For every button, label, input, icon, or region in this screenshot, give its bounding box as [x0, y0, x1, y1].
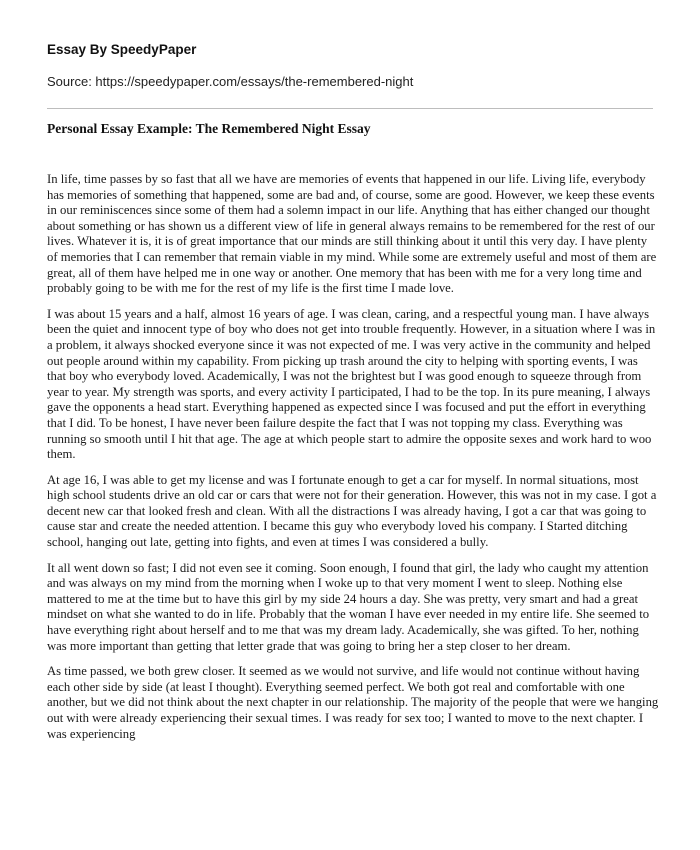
source-line: Source: https://speedypaper.com/essays/the-remembered-night [47, 74, 414, 89]
paragraph: I was about 15 years and a half, almost 16 years of age. I was clean, caring, and a respectful young man. I have always been the quiet and innocent type of boy who does not get into trouble frequently. However, in a situation where I was in a problem, it always shocked everyone since it was not expected of me. I was very active in the community and helped out people around within my capability. From picking up trash around the city to helping with sporting events, I was that boy who everybody loved. Academically, I was not the brightest but I was good enough to squeeze through from year to year. My strength was sports, and every activity I participated, I had to be the top. In its pure meaning, I always gave the opponents a head start. Everything happened as expected since I was focused and put the effort in everything that I did. To be honest, I have never been failure despite the fact that I was not topping my class. Everything was running so smooth until I hit that age. The age at which people start to admire the opposite sexes and work hard to woo them. [47, 306, 656, 462]
paragraph: It all went down so fast; I did not even see it coming. Soon enough, I found that girl, the lady who caught my attention and was always on my mind from the morning when I woke up to that very moment I went to sleep. Nothing else mattered to me at the time but to have this girl by my side 24 hours a day. She was pretty, very smart and had a great mindset on what she wanted to do in life. Probably that the woman I have ever needed in my entire life. She seemed to have everything right about herself and to me that was my dream lady. Academically, she was gifted. To her, nothing was more important than getting that letter grade that was going to bring her a step closer to her dream. [47, 560, 650, 653]
paragraph: At age 16, I was able to get my license and was I fortunate enough to get a car for myself. In normal situations, most high school students drive an old car or cars that were not for their generation. However, this was not in my case. I got a decent new car that looked fresh and clean. With all the distractions I was already having, I got a car that was going to cause star and create the needed attention. I became this guy who everybody loved his company. I Started ditching school, hanging out late, getting into fights, and even at times I was considered a bully. [47, 472, 657, 550]
site-title: Essay By SpeedyPaper [47, 42, 197, 57]
paragraph: In life, time passes by so fast that all we have are memories of events that happened in our life. Living life, everybody has memories of something that happened, some are bad and, of course, some are good. However, we keep these events in our reminiscences since some of them had a solemn impact in our life. Anything that has either changed our thought about something or has shown us a different view of life in general always remains to be remembered for the rest of our lives. Whatever it is, it is of great importance that our minds are still thinking about it until this very day. I have plenty of memories that I can remember that remain viable in my mind. While some are extremely useful and most of them are great, all of them have helped me in one way or another. One memory that has been with me for a very long time and probably going to be with me for the rest of my life is the first time I made love. [47, 172, 657, 296]
paragraph: As time passed, we both grew closer. It seemed as we would not survive, and life would not continue without having each other side by side (at least I thought). Everything seemed perfect. We both got real and comfortable with one another, but we did not think about the next chapter in our relationship. The majority of the people that were we hanging out with were already experiencing their sexual times. I was ready for sex too; I wanted to move to the next chapter. I was experiencing [47, 664, 659, 741]
essay-title: Personal Essay Example: The Remembered Night Essay [47, 121, 371, 136]
divider [47, 108, 653, 109]
essay-body [47, 172, 659, 752]
